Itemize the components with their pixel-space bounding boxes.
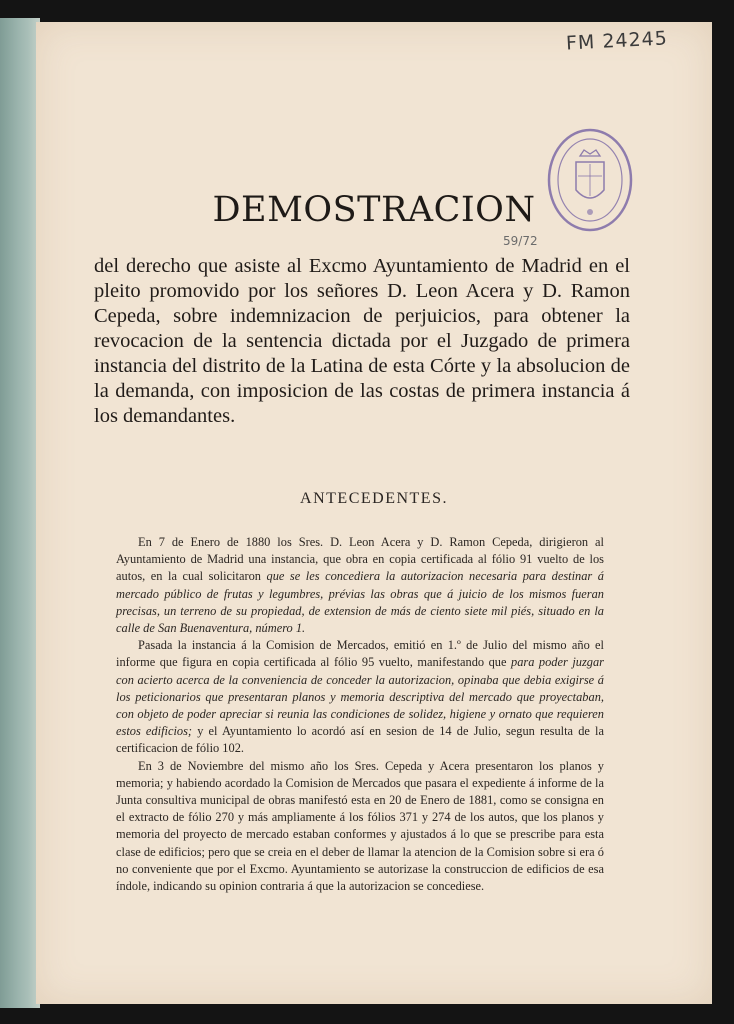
document-title: DEMOSTRACION bbox=[212, 190, 536, 230]
document-page bbox=[36, 22, 712, 1004]
paragraph-3 bbox=[116, 758, 604, 896]
body-text bbox=[116, 534, 604, 895]
paragraph-italic: para poder juzgar con acierto acerca de la conveniencia de conceder la autorizacion, opinaba que debia exigirse á los peticionarios que presentaran planos y memoria descriptiva del mercado que proyectaban, con objeto de poder apreciar si reunia las condiciones de solidez, higiene y ornato que requieren estos edificios; bbox=[116, 655, 604, 739]
section-heading: ANTECEDENTES. bbox=[300, 490, 448, 507]
paragraph-1 bbox=[116, 534, 604, 637]
document-subtitle: del derecho que asiste al Excmo Ayuntamiento de Madrid en el pleito promovido por los señores D. Leon Acera y D. Ramon Cepeda, sobre indemnizacion de perjuicios, para obtener la revocacion de la sentencia dictada por el Juzgado de primera instancia del distrito de la Latina de esta Córte y la absolucion de la demanda, con imposicion de las costas de primera instancia á los demandantes. bbox=[94, 255, 630, 427]
catalog-number: FM 24245 bbox=[565, 27, 669, 55]
paragraph-text: En 7 de Enero de 1880 los Sres. D. Leon Acera y D. Ramon Cepeda, dirigieron al Ayuntamiento de Madrid una instancia, que obra en copia certificada al fólio 91 vuelto de los autos, en la cual solicitaron bbox=[116, 535, 604, 584]
paragraph-text: y el Ayuntamiento lo acordó así en sesion de 14 de Julio, segun resulta de la certificacion de fólio 102. bbox=[116, 724, 604, 756]
paragraph-text: Pasada la instancia á la Comision de Mercados, emitió en 1.º de Julio del mismo año el informe que figura en copia certificada al fólio 95 vuelto, manifestando que bbox=[116, 638, 604, 670]
paragraph-text: En 3 de Noviembre del mismo año los Sres. Cepeda y Acera presentaron los planos y memoria; y habiendo acordado la Comision de Mercados que pasara el expediente á informe de la Junta consultiva municipal de obras manifestó esta en 20 de Enero de 1881, como se consigna en el extracto de fólio 270 y más ampliamente á los fólios 371 y 274 de los autos, que los planos y memoria del proyecto de mercado estaban conformes y ajustados á lo que se prescribe para esta clase de edificios; pero que se creia en el deber de llamar la atencion de la Comision sobre si era ó no conveniente que por el Excmo. Ayuntamiento se autorizase la construccion de edificios de esa índole, indicando su opinion contraria á que la autorizacion se concediese. bbox=[116, 758, 604, 894]
folio-annotation: 59/72 bbox=[503, 234, 538, 248]
paragraph-2 bbox=[116, 637, 604, 757]
paragraph-italic: que se les concediera la autorizacion necesaria para destinar á mercado público de frutas y legumbres, prévias las obras que á juicio de los mismos fueran precisas, un terreno de su propiedad, de extension de más de ciento siete mil piés, situado en la calle de San Buenaventura, número 1. bbox=[116, 569, 604, 636]
cover-spine bbox=[0, 18, 40, 1008]
